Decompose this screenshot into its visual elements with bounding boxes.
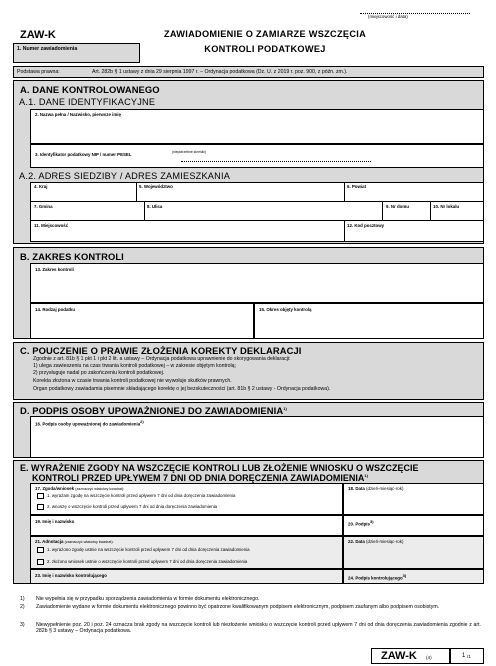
checkbox-21-1[interactable] (37, 547, 44, 553)
place-date-label: (miejscowość i data) (368, 14, 408, 19)
option-21-2-label: 2. złożono wniosek ustnie o wszczęcie kontroli przed upływem 7 dni od dnia doręczenia zawiadomienia (47, 559, 248, 565)
field-14-box[interactable] (30, 303, 254, 339)
address-row-divider-2 (30, 220, 484, 221)
field-22-box[interactable] (343, 536, 484, 569)
field-24-sup: 3) (402, 573, 407, 578)
field-20-label (348, 519, 483, 526)
field-7-label[interactable]: 7. Gmina (34, 204, 53, 209)
field-12-label[interactable]: 12. Kod pocztowy (347, 223, 385, 228)
footnote-1-number: 1) (20, 596, 25, 602)
footer-code-box (371, 648, 450, 664)
legal-basis-text: Art. 282b § 1 ustawy z dnia 29 sierpnia 1997 r. – Ordynacja podatkowa (Dz. U. z 2019 r. poz. 900, z późn. zm.). (92, 69, 348, 75)
field-16-label-text: 16. Podpis osoby upoważnionej do zawiadomienia (35, 421, 141, 427)
footer-code-suffix: (4) (426, 655, 432, 660)
field-5-label[interactable]: 5. Województwo (139, 184, 173, 189)
section-c-line3: 2) przysługuje nadal po zakończeniu kontroli podatkowej. (33, 370, 165, 376)
field-20-label-text: 20. Podpis (348, 521, 370, 527)
field-21-label-text: 21. Adnotacja (35, 539, 64, 544)
field-21-label (35, 539, 114, 545)
field-18-label (348, 486, 483, 491)
legal-basis (13, 66, 484, 78)
footnote-3-number: 3) (20, 622, 25, 628)
footer-page: 1 (462, 653, 466, 659)
field-23-label: 23. Imię i nazwisko kontrolującego (35, 573, 107, 578)
divider-11-12 (344, 220, 345, 242)
field-3-label: 3. Identyfikator podatkowy NIP / numer PESEL (35, 152, 132, 157)
form-title-line2: KONTROLI PODATKOWEJ (204, 44, 326, 54)
legal-basis-label: Podstawa prawna: (17, 69, 60, 75)
footer-page-box (450, 648, 484, 664)
footnote-1-text: Nie wypełnia się w przypadku sporządzenia zawiadomienia w formie dokumentu elektronicznego. (36, 596, 260, 602)
section-c-line5: Organ podatkowy zawiadamia pisemnie składającego korektę o jej bezskuteczności (art. 81b § 2 ustawy - Ordynacja podatkowa). (33, 386, 331, 392)
option-21-2[interactable] (37, 559, 247, 565)
option-21-1-label: 1. wyrażono zgodę ustnie na wszczęcie kontroli przed upływem 7 dni od dnia doręczenia zawiadomienia (47, 547, 250, 553)
field-13-box[interactable] (30, 263, 484, 303)
footnote-2-text: Zawiadomienie wydane w formie dokumentu elektronicznego powinno być opatrzone kwalifikowanym podpisem elektronicznym, podpisem zaufanym albo podpisem osobistym. (36, 604, 440, 610)
field-24-box[interactable] (343, 569, 484, 584)
field-21-box (30, 536, 343, 569)
field-2-box[interactable] (30, 109, 484, 144)
section-e-title-line2 (32, 473, 368, 483)
field-17-box (30, 483, 343, 515)
divider-7-8 (144, 201, 145, 220)
section-a2-title: A.2. ADRES SIEDZIBY / ADRES ZAMIESZKANIA (19, 171, 231, 181)
footnote-3-text: Niewypełnienie poz. 20 i poz. 24 oznacza brak zgody na wszczęcie kontroli lub niezłożenie wniosku o wszczęcie kontroli przed upływem 7 dni od dnia doręczenia zawiadomienia zgodnie z art. 282b § 3 ustawy – Ordynacja podatkowa. (36, 622, 481, 634)
section-c-line1: Zgodnie z art. 81b § 1 pkt 1 i pkt 2 lit. a ustawy – Ordynacja podatkowa uprawnienie do skorygowania deklaracji: (33, 356, 291, 362)
section-e-title-line1: E. WYRAŻENIE ZGODY NA WSZCZĘCIE KONTROLI LUB ZŁOŻENIE WNIOSKU O WSZCZĘCIE (20, 463, 419, 473)
field-20-sup: 3) (369, 519, 374, 524)
place-date-line[interactable] (360, 6, 470, 14)
field-3-note: (niepotrzebne skreślić) (172, 150, 207, 154)
field-18-note: (dzień-miesiąc-rok) (366, 486, 404, 491)
section-a1-title: A.1. DANE IDENTYFIKACYJNE (19, 97, 156, 107)
section-e-title-sup: 1) (364, 473, 368, 478)
address-grid (30, 182, 484, 242)
field-17-note: (zaznaczyć właściwy kwadrat): (75, 487, 125, 491)
field-20-box[interactable] (343, 515, 484, 536)
field-11-label[interactable]: 11. Miejscowość (34, 223, 69, 228)
field-9-label[interactable]: 9. Nr domu (386, 204, 409, 209)
field-24-label (348, 573, 483, 580)
field-10-label[interactable]: 10. Nr lokalu (433, 204, 460, 209)
section-d-title-text: D. PODPIS OSOBY UPOWAŻNIONEJ DO ZAWIADOMIENIA (20, 405, 284, 416)
divider-4-5 (136, 182, 137, 201)
option-17-1[interactable] (37, 493, 235, 499)
field-23-box[interactable] (30, 569, 343, 584)
section-d-title (20, 405, 287, 416)
field-19-label: 19. Imię i nazwisko (35, 519, 75, 524)
field-18-box[interactable] (343, 483, 484, 515)
field-24-label-text: 24. Podpis kontrolującego (348, 575, 403, 581)
address-row-divider-1 (30, 201, 484, 202)
option-21-1[interactable] (37, 547, 250, 553)
footer-page-total: /1 (467, 654, 471, 659)
divider-5-6 (344, 182, 345, 201)
form-code: ZAW-K (20, 29, 56, 41)
checkbox-17-1[interactable] (37, 493, 44, 499)
footer-code: ZAW-K (381, 650, 417, 662)
checkbox-21-2[interactable] (37, 559, 44, 565)
number-box[interactable] (13, 43, 140, 63)
field-21-note: (zaznaczyć właściwy kwadrat): (64, 540, 114, 544)
section-c-line4: Korekta złożona w czasie trwania kontroli podatkowej nie wywołuje skutków prawnych. (33, 378, 232, 384)
divider-8-9 (382, 201, 383, 220)
field-22-note: (dzień-miesiąc-rok) (366, 539, 404, 544)
section-d-title-sup: 1) (283, 405, 287, 411)
field-16-sup: 2) (140, 419, 144, 424)
field-16-box[interactable] (30, 416, 484, 458)
divider-9-10 (430, 201, 431, 220)
option-17-2-label: 2. wnoszę o wszczęcie kontroli przed upływem 7 dni od dnia doręczenia zawiadomienia (47, 504, 218, 510)
section-e-title-line2-text: KONTROLI PRZED UPŁYWEM 7 DNI OD DNIA DORĘCZENIA ZAWIADOMIENIA (32, 473, 365, 483)
section-c-title: C. POUCZENIE O PRAWIE ZŁOŻENIA KOREKTY DEKLARACJI (20, 345, 302, 356)
form-title-line1: ZAWIADOMIENIE O ZAMIARZE WSZCZĘCIA (163, 29, 367, 39)
field-22-label-text: 22. Data (348, 539, 365, 544)
field-4-label[interactable]: 4. Kraj (34, 184, 48, 189)
section-b-title: B. ZAKRES KONTROLI (20, 251, 124, 262)
number-label: 1. Numer zawiadomienia (17, 46, 78, 52)
section-a-title: A. DANE KONTROLOWANEGO (20, 84, 160, 95)
field-22-label (348, 539, 483, 544)
field-6-label[interactable]: 6. Powiat (347, 184, 367, 189)
field-15-box[interactable] (254, 303, 484, 339)
field-3-box[interactable] (30, 144, 484, 168)
option-17-2[interactable] (37, 504, 217, 510)
field-16-label (35, 419, 483, 426)
section-c-line2: 1) ulega zawieszeniu na czas trwania kontroli podatkowej – w zakresie objętym kontrolą; (33, 363, 236, 369)
footnote-2-number: 2) (20, 604, 25, 610)
field-15-label: 15. Okres objęty kontrolą (259, 307, 312, 312)
field-19-box[interactable] (30, 515, 343, 536)
field-3-line (181, 161, 371, 162)
field-2-label: 2. Nazwa pełna / Nazwisko, pierwsze imię (35, 112, 121, 117)
field-14-label: 14. Rodzaj podatku (35, 307, 76, 312)
checkbox-17-2[interactable] (37, 504, 44, 510)
field-17-label (35, 486, 124, 492)
field-13-label: 13. Zakres kontroli (35, 267, 74, 272)
option-17-1-label: 1. wyrażam zgodę na wszczęcie kontroli przed upływem 7 dni od dnia doręczenia zawiadomienia (47, 493, 236, 499)
field-17-label-text: 17. Zgoda/wniosek (35, 486, 75, 491)
field-8-label[interactable]: 8. Ulica (147, 204, 163, 209)
field-18-label-text: 18. Data (348, 486, 365, 491)
